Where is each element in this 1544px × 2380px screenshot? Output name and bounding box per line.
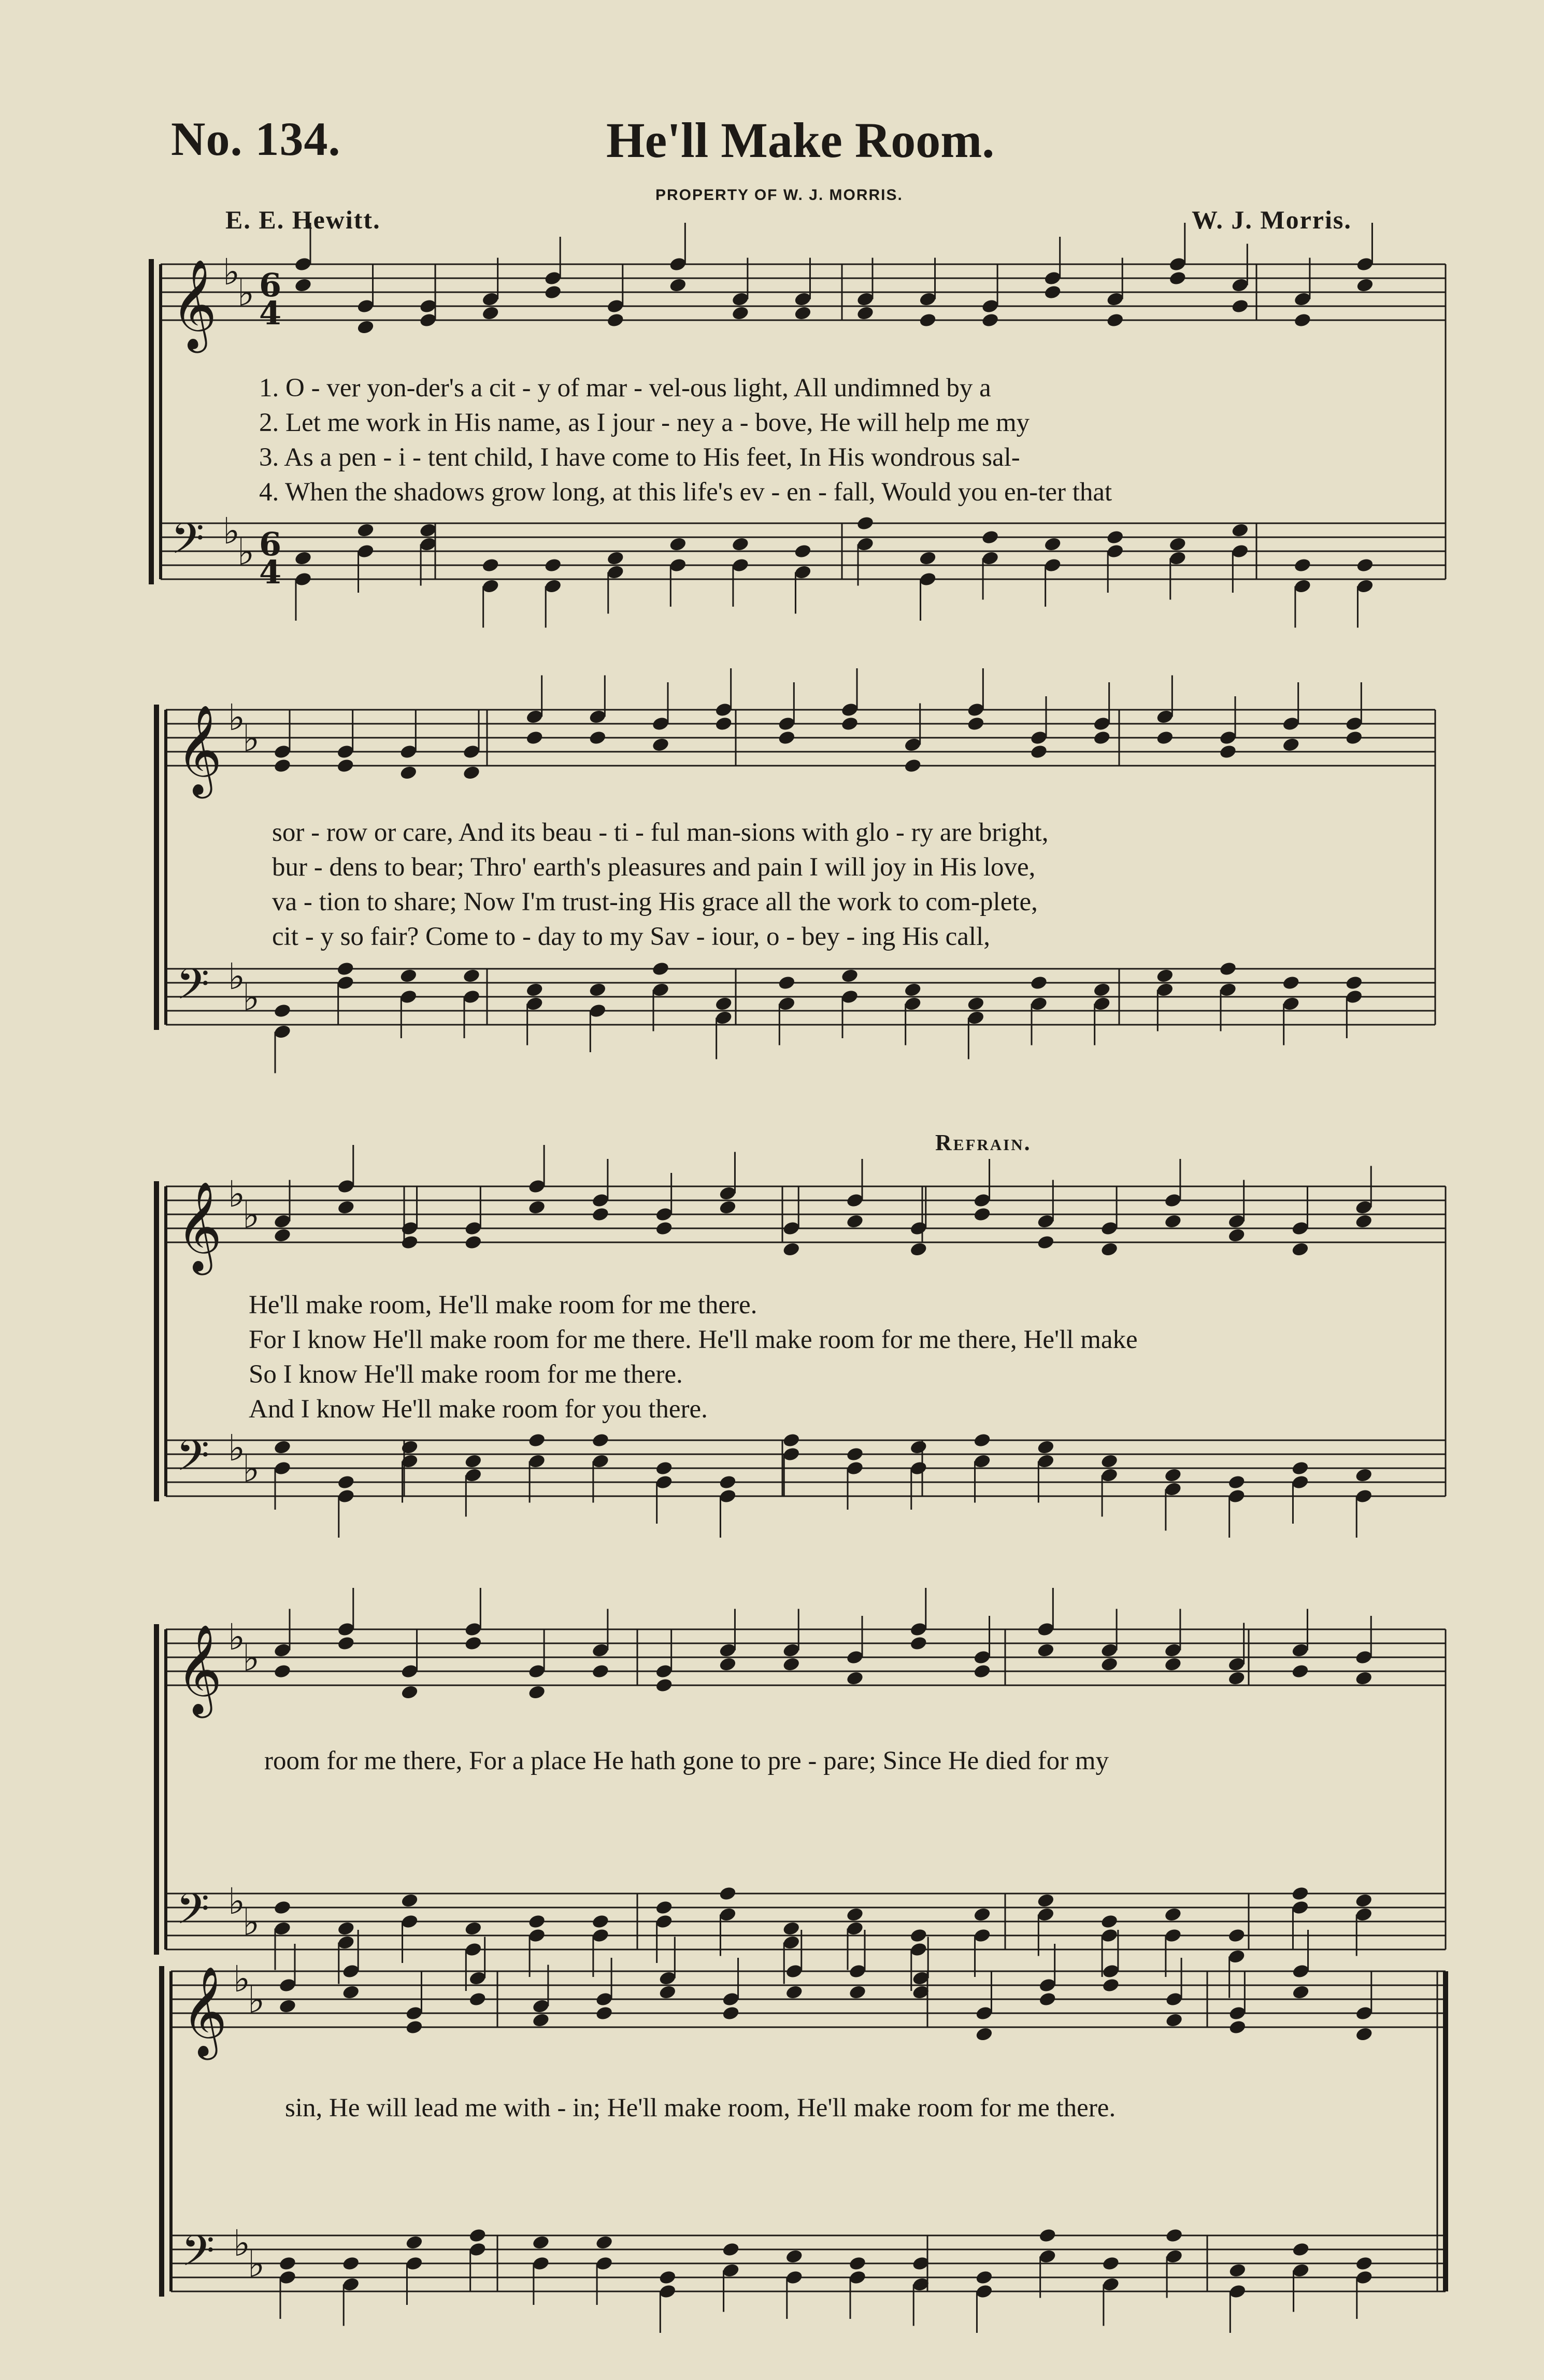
notehead [658,1984,677,2000]
notehead [1030,975,1048,991]
lyricist-credit: E. E. Hewitt. [225,205,381,234]
flat-icon: ♭ [223,510,240,552]
notehead [1228,2019,1247,2035]
notehead [1168,270,1187,286]
lyric-line-s1-verse4: 4. When the shadows grow long, at this life's ev - en - fall, Would you en-ter that [259,478,1112,507]
flat-icon: ♭ [228,1616,246,1658]
flat-icon: ♭ [228,955,246,998]
notehead [655,1221,674,1237]
notehead [658,2270,677,2286]
notehead [973,1432,992,1449]
lyric-line-s5: sin, He will lead me with - in; He'll make room, He'll make room for me there. [285,2094,1116,2123]
notehead [405,2019,424,2035]
notehead [1291,1664,1310,1680]
notehead [1043,284,1062,300]
notehead [527,1684,546,1700]
notehead [719,1474,737,1490]
notehead [532,2012,550,2028]
notehead [981,529,999,546]
notehead [722,2242,740,2258]
lyric-line-s3-verse1: He'll make room, He'll make room for me there. [249,1291,757,1320]
notehead [782,1241,800,1257]
notehead [840,716,859,732]
lyric-line-s3-verse4: And I know He'll make room for you there. [249,1395,708,1424]
notehead [655,1678,674,1694]
notehead [606,550,625,566]
notehead [1106,529,1124,546]
bass-clef-icon: 𝄢 [171,513,205,574]
notehead [655,1460,674,1476]
notehead [846,1446,864,1463]
notehead [1227,1227,1246,1243]
notehead [481,305,500,321]
lyric-line-s1-verse3: 3. As a pen - i - tent child, I have come to His feet, In His wondrous sal- [259,443,1020,472]
notehead [356,319,375,335]
notehead [1355,2026,1374,2042]
notehead [794,543,812,560]
notehead [278,2256,297,2272]
lyric-line-s1-verse2: 2. Let me work in His name, as I jour - ney a - bove, He will help me my [259,408,1030,437]
notehead [595,2234,613,2250]
flat-icon: ♭ [242,717,260,760]
treble-clef-icon: 𝄞 [176,1181,222,1271]
notehead [337,1474,355,1490]
notehead [919,312,937,328]
flat-icon: ♭ [242,1637,260,1680]
notehead [777,730,796,746]
notehead [273,1664,292,1680]
notehead [525,982,544,998]
notehead [591,1914,610,1930]
lyric-line-s4: room for me there, For a place He hath gone to pre - pare; Since He died for my [264,1746,1109,1775]
notehead [975,2270,994,2286]
notehead [1038,1991,1057,2008]
notehead [1043,536,1062,552]
flat-icon: ♭ [228,696,246,739]
lyric-line-s3-verse3: So I know He'll make room for me there. [249,1360,683,1389]
notehead [904,982,922,998]
bass-clef-icon: 𝄢 [176,959,210,1020]
bass-clef-icon: 𝄢 [176,1884,210,1944]
notehead [975,2026,994,2042]
notehead [462,765,481,781]
flat-icon: ♭ [228,1880,246,1923]
notehead [544,557,562,574]
notehead [846,1670,864,1686]
notehead [588,982,607,998]
notehead [464,1235,482,1251]
notehead [904,758,922,774]
notehead [591,1664,610,1680]
flat-icon: ♭ [242,976,260,1019]
notehead [1356,277,1375,293]
notehead [1228,2262,1247,2278]
notehead [785,1984,804,2000]
notehead [1155,968,1174,984]
notehead [468,1991,487,2008]
notehead [1231,522,1249,538]
notehead [919,550,937,566]
notehead [462,968,481,984]
notehead [1165,2228,1183,2244]
notehead [405,2234,424,2250]
notehead [1164,1467,1182,1483]
flat-icon: ♭ [228,1427,246,1469]
notehead [1345,730,1363,746]
notehead [909,1636,928,1652]
lyric-line-s2-verse2: bur - dens to bear; Thro' earth's pleasures and pain I will joy in His love, [272,853,1036,882]
bass-clef-icon: 𝄢 [176,1430,210,1491]
notehead [1036,1642,1055,1658]
notehead [341,2256,360,2272]
notehead [719,1199,737,1215]
notehead [1093,730,1111,746]
notehead [722,2005,740,2021]
notehead [966,996,985,1012]
flat-icon: ♭ [248,1978,265,2021]
time-signature-bottom: 4 [259,553,282,591]
notehead [1164,1213,1182,1229]
notehead [341,1984,360,2000]
notehead [1292,1984,1310,2000]
notehead [1100,1656,1119,1672]
notehead [468,2228,487,2244]
notehead [1354,1213,1373,1229]
notehead [1291,1886,1310,1902]
notehead [981,312,999,328]
notehead [655,1900,674,1916]
notehead [1030,744,1048,760]
refrain-label: Refrain. [935,1130,1032,1155]
notehead [401,1235,419,1251]
notehead [1356,557,1375,574]
notehead [464,1636,482,1652]
notehead [399,765,418,781]
flat-icon: ♭ [233,1958,251,2000]
notehead [1219,961,1237,977]
notehead [1354,1892,1373,1909]
time-signature-top: 6 [259,525,282,563]
notehead [294,277,312,293]
notehead [848,2256,867,2272]
lyric-line-s2-verse3: va - tion to share; Now I'm trust-ing His grace all the work to com-plete, [272,887,1038,916]
notehead [1102,1977,1120,1994]
music-layer [151,223,1446,2333]
notehead [1291,1241,1310,1257]
flat-icon: ♭ [242,1447,260,1490]
notehead [464,1453,482,1469]
flat-icon: ♭ [223,251,240,293]
notehead [527,1432,546,1449]
notehead [273,1227,292,1243]
flat-icon: ♭ [248,2243,265,2286]
notehead [840,968,859,984]
treble-clef-icon: 𝄞 [176,705,222,795]
notehead [1293,557,1312,574]
notehead [782,1432,800,1449]
time-signature-bottom: 4 [259,294,282,332]
notehead [1168,536,1187,552]
notehead [846,1906,864,1923]
notehead [966,716,985,732]
notehead [719,1886,737,1902]
notehead [401,1684,419,1700]
notehead [909,1241,928,1257]
notehead [1100,1241,1119,1257]
notehead [294,550,312,566]
notehead [273,1003,292,1019]
notehead [1106,312,1124,328]
notehead [273,758,292,774]
notehead [1291,1460,1310,1476]
lyric-line-s3-verse2: For I know He'll make room for me there. He'll make room for me there, He'll make [249,1325,1138,1354]
notehead [591,1432,610,1449]
notehead [1100,1914,1119,1930]
notehead [1164,1906,1182,1923]
composer-credit: W. J. Morris. [1192,205,1352,234]
notehead [1354,1467,1373,1483]
notehead [1282,737,1300,753]
notehead [1036,1235,1055,1251]
notehead [588,730,607,746]
notehead [777,975,796,991]
notehead [527,1914,546,1930]
notehead [973,1207,992,1223]
flat-icon: ♭ [237,531,255,574]
notehead [856,305,875,321]
notehead [785,2248,804,2264]
notehead [1227,1474,1246,1490]
notehead [668,277,687,293]
notehead [336,758,355,774]
treble-clef-icon: 𝄞 [176,1624,222,1714]
notehead [714,996,733,1012]
notehead [1036,1439,1055,1455]
notehead [782,1656,800,1672]
notehead [668,536,687,552]
notehead [1292,2242,1310,2258]
notehead [337,1920,355,1937]
hymn-number: No. 134. [171,112,341,165]
hymn-title: He'll Make Room. [606,112,995,168]
lyric-line-s2-verse1: sor - row or care, And its beau - ti - ful man-sions with glo - ry are bright, [272,818,1049,847]
notehead [973,1664,992,1680]
notehead [1093,982,1111,998]
flat-icon: ♭ [242,1901,260,1944]
notehead [1165,2012,1183,2028]
notehead [1354,1670,1373,1686]
notehead [481,557,500,574]
lyric-line-s2-verse4: cit - y so fair? Come to - day to my Sav - iour, o - bey - ing His call, [272,922,990,951]
notehead [1345,975,1363,991]
notehead [1155,730,1174,746]
notehead [731,536,750,552]
bass-clef-icon: 𝄢 [181,2226,215,2286]
notehead [356,522,375,538]
notehead [544,284,562,300]
notehead [1227,1928,1246,1944]
notehead [527,1199,546,1215]
notehead [1036,1892,1055,1909]
notehead [1219,744,1237,760]
notehead [1164,1656,1182,1672]
flat-icon: ♭ [228,1173,246,1215]
notehead [606,312,625,328]
notehead [719,1656,737,1672]
notehead [399,968,418,984]
notehead [1355,2256,1374,2272]
time-signature-top: 6 [259,266,282,304]
notehead [591,1207,610,1223]
notehead [336,961,355,977]
notehead [337,1636,355,1652]
notehead [731,305,750,321]
notehead [909,1439,928,1455]
notehead [273,1900,292,1916]
notehead [1293,312,1312,328]
notehead [337,1199,355,1215]
notehead [1100,1453,1119,1469]
flat-icon: ♭ [233,2222,251,2264]
notehead [782,1920,800,1937]
notehead [1102,2256,1120,2272]
notehead [848,1984,867,2000]
notehead [464,1920,482,1937]
flat-icon: ♭ [237,271,255,314]
notehead [1038,2228,1057,2244]
notehead [651,961,670,977]
notehead [973,1906,992,1923]
notehead [714,716,733,732]
treble-clef-icon: 𝄞 [181,1966,227,2056]
notehead [532,2234,550,2250]
notehead [525,730,544,746]
property-notice: PROPERTY OF W. J. MORRIS. [655,187,903,204]
notehead [846,1213,864,1229]
notehead [278,1998,297,2014]
notehead [401,1439,419,1455]
notehead [909,1928,928,1944]
flat-icon: ♭ [242,1194,260,1237]
lyric-line-s1-verse1: 1. O - ver yon-der's a cit - y of mar - vel-ous light, All undimned by a [259,374,991,403]
notehead [1231,298,1249,314]
notehead [651,737,670,753]
notehead [856,515,875,532]
notehead [1227,1670,1246,1686]
notehead [794,305,812,321]
notehead [1282,975,1300,991]
notehead [595,2005,613,2021]
treble-clef-icon: 𝄞 [171,259,217,349]
notehead [401,1892,419,1909]
notehead [273,1439,292,1455]
